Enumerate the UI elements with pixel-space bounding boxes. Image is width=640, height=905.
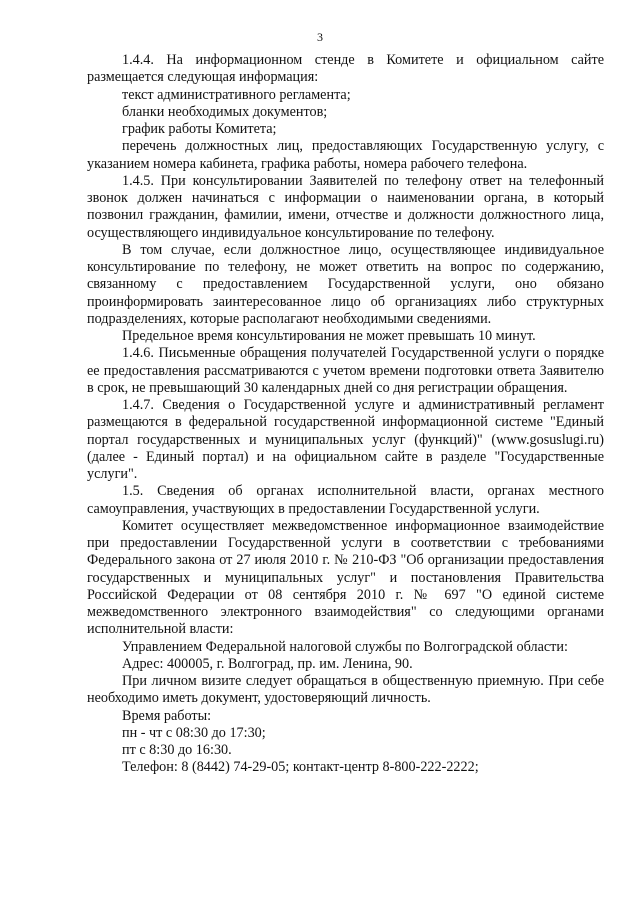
paragraph: пт с 8:30 до 16:30. [122,742,232,758]
paragraph: Телефон: 8 (8442) 74-29-05; контакт-центр 8-800-222-2222; [122,759,479,776]
paragraph: Адрес: 400005, г. Волгоград, пр. им. Ленина, 90. [122,655,413,672]
document-body [87,52,604,777]
page-number: 3 [317,30,323,44]
paragraph: При личном визите следует обращаться в общественную приемную. При себе необходимо иметь документ, удостоверяющий личность. [87,673,604,707]
paragraph: В том случае, если должностное лицо, осуществляющее индивидуальное консультирование по телефону, не может ответить на вопрос по содержанию, связанному с предоставлением Государственной услуги, оно обязано проинформировать заинтересованное лицо об организациях либо структурных подразделениях, которые располагают необходимыми сведениями. [87,241,604,327]
paragraph: Время работы: [122,707,212,724]
paragraph: 1.4.7. Сведения о Государственной услуге и административный регламент размещаются в федеральной государственной информационной системе "Единый портал государственных и муниципальных услуг (функций)" (www.gosuslugi.ru) (далее - Единый портал) и на официальном сайте в разделе "Государственные услуги". [87,397,604,482]
paragraph: бланки необходимых документов; [122,103,328,120]
paragraph: 1.5. Сведения об органах исполнительной власти, органах местного самоуправления, участвующих в предоставлении Государственной услуги. [87,483,604,517]
paragraph: перечень должностных лиц, предоставляющих Государственную услугу, с указанием номера кабинета, графика работы, номера рабочего телефона. [87,138,604,172]
paragraph: график работы Комитета; [122,121,277,137]
paragraph: 1.4.4. На информационном стенде в Комитете и официальном сайте размещается следующая информация: [87,52,604,86]
paragraph: 1.4.5. При консультировании Заявителей по телефону ответ на телефонный звонок должен начинаться с информации о наименовании органа, в который позвонил гражданин, фамилии, имени, отчестве и должности должностного лица, осуществляющего индивидуальное консультирование по телефону. [87,172,604,241]
paragraph: 1.4.6. Письменные обращения получателей Государственной услуги о порядке ее предоставления рассматриваются с учетом времени подготовки ответа Заявителю в срок, не превышающий 30 календарных дней со дня регистрации обращения. [87,345,604,396]
paragraph: Предельное время консультирования не может превышать 10 минут. [122,328,536,344]
paragraph: текст административного регламента; [122,86,351,103]
paragraph: Комитет осуществляет межведомственное информационное взаимодействие при предоставлении Государственной услуги в соответствии с требованиями Федерального закона от 27 июля 2010 г. № 210-ФЗ "Об организации предоставления государственных и муниципальных услуг" и постановления Правительства Российской Федерации от 08 сентября 2010 г. № 697 "О единой системе межведомственного электронного взаимодействия" со следующими органами исполнительной власти: [87,517,604,638]
paragraph: пн - чт с 08:30 до 17:30; [122,724,266,741]
paragraph: Управлением Федеральной налоговой службы по Волгоградской области: [122,638,568,655]
